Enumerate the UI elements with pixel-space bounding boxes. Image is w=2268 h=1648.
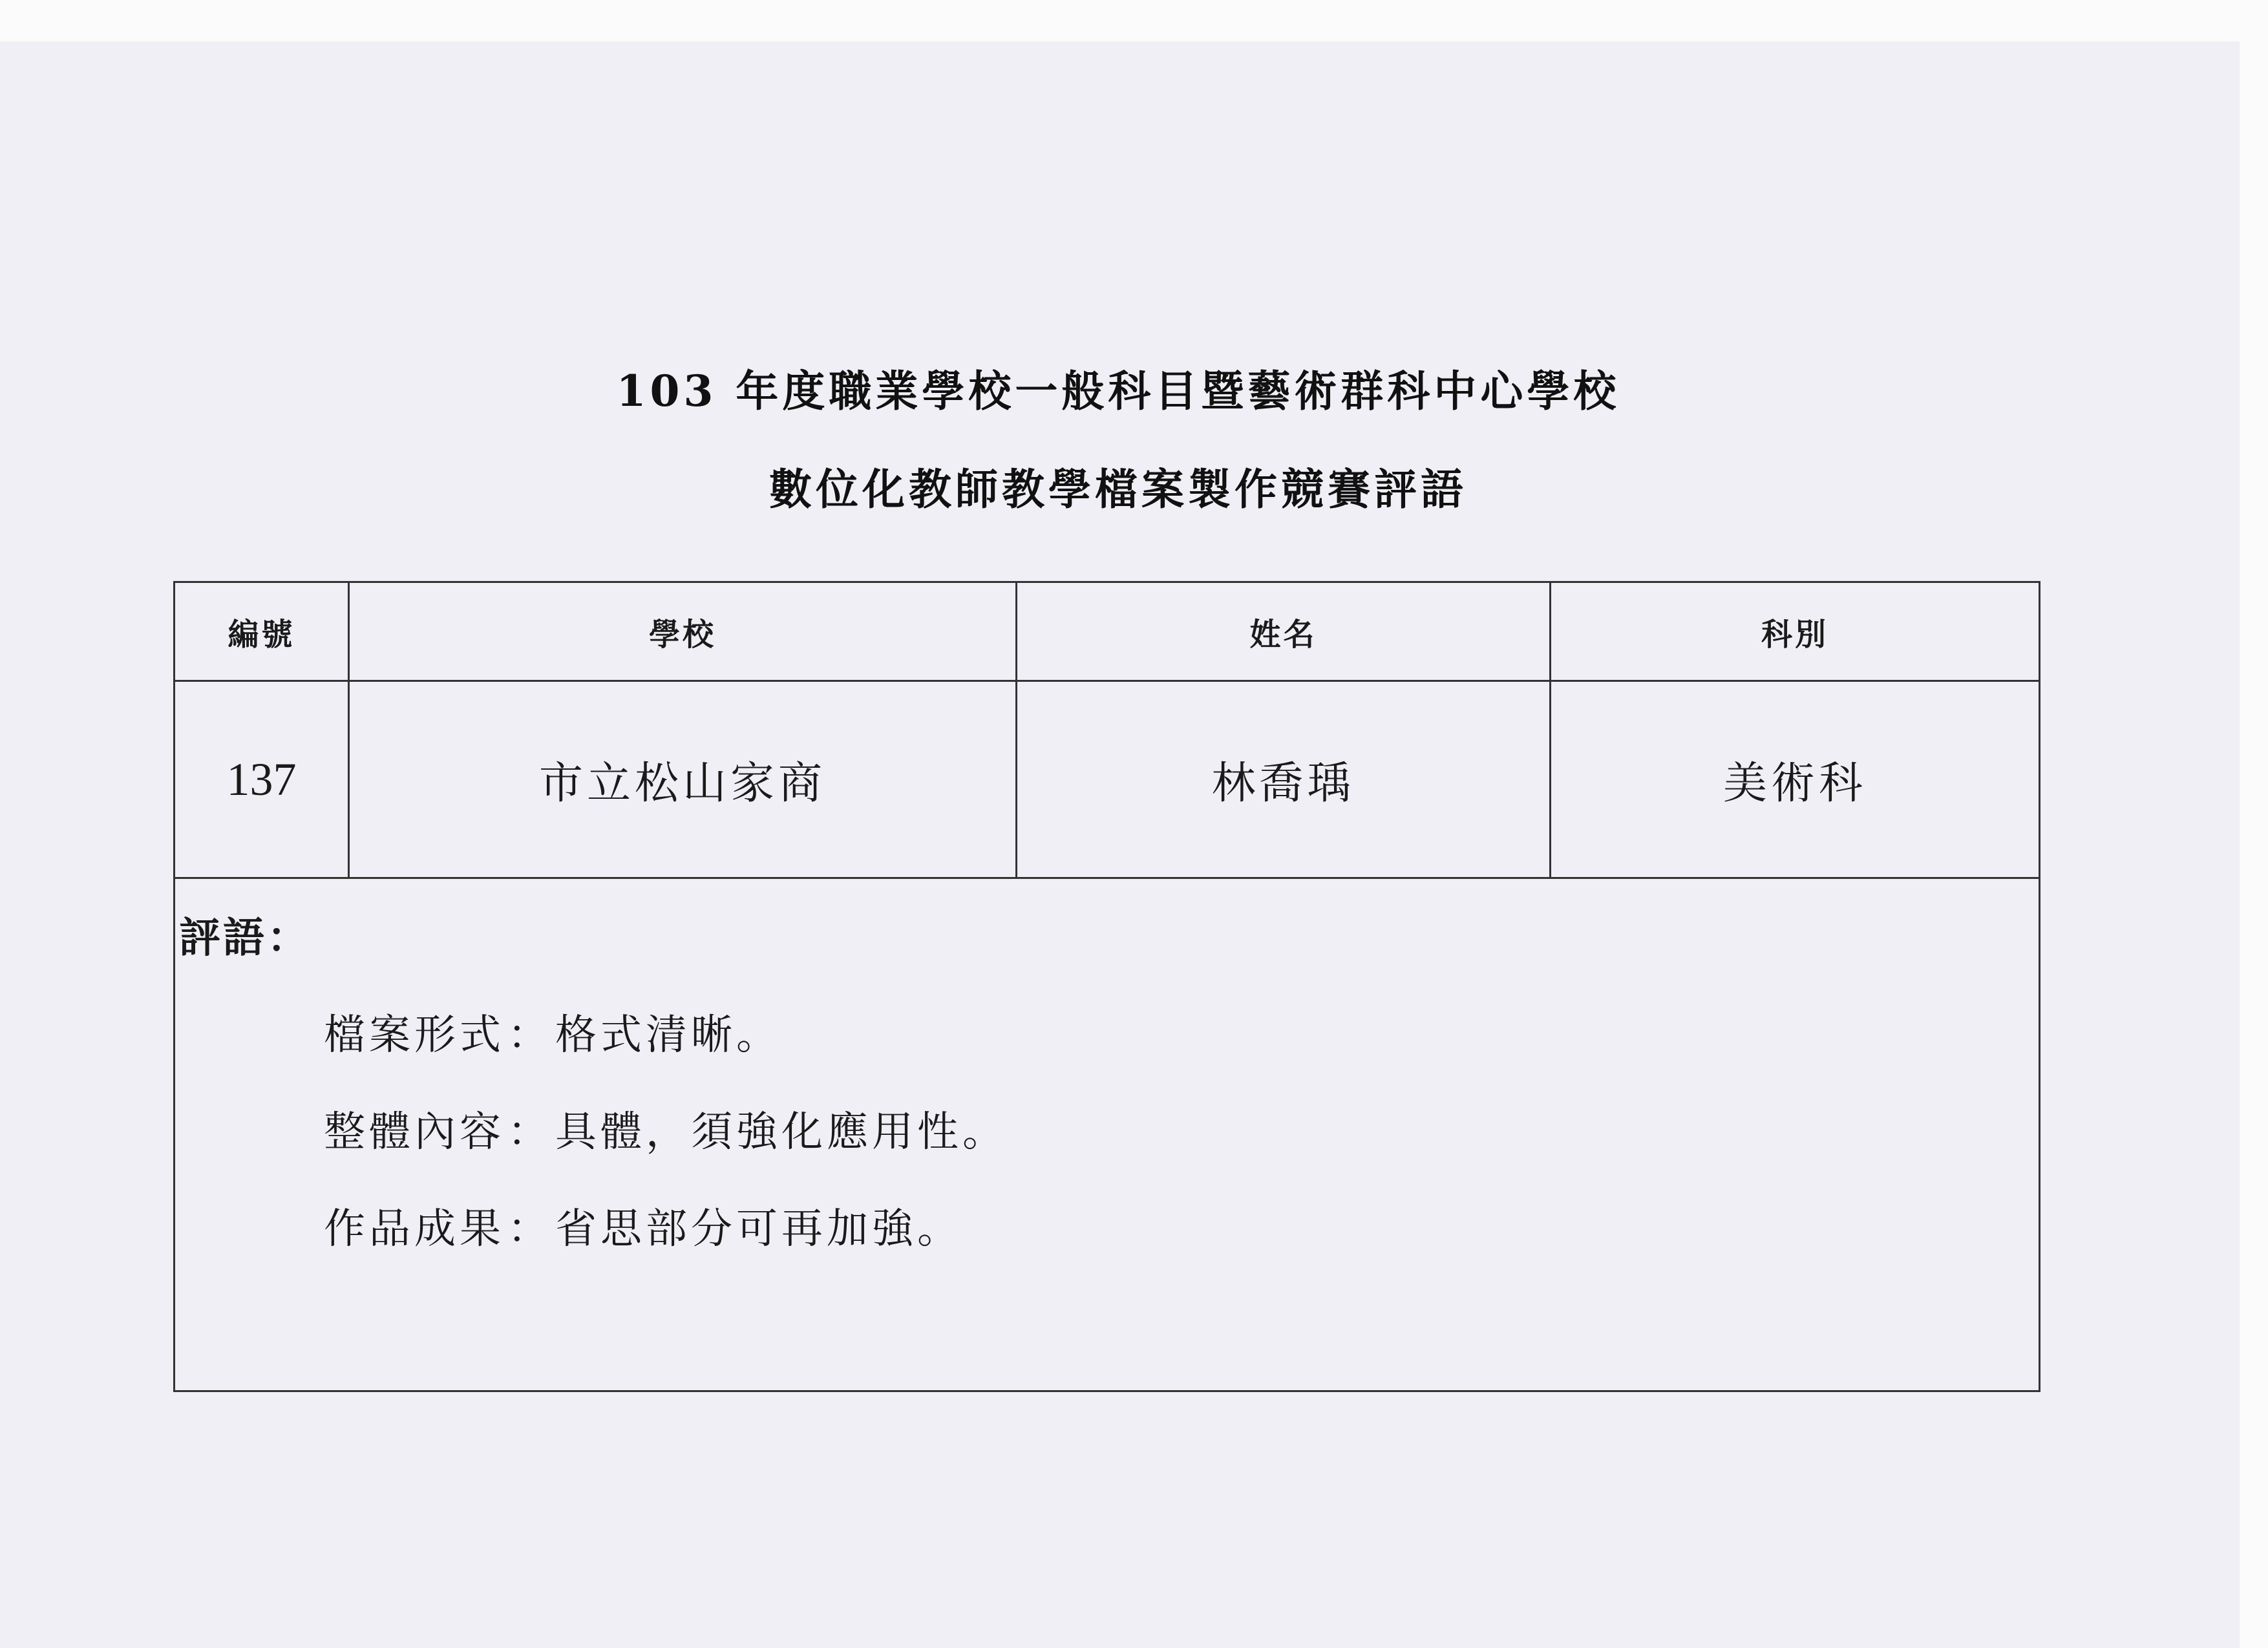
document-subtitle: 數位化教師教學檔案製作競賽評語 bbox=[769, 464, 1467, 514]
comment-item bbox=[324, 1099, 1008, 1158]
evaluation-table bbox=[173, 581, 2040, 1392]
comments-label: 評語： bbox=[179, 914, 311, 962]
entry-school: 市立松山家商 bbox=[538, 757, 826, 809]
comment-item bbox=[324, 1002, 781, 1061]
header-id: 編號 bbox=[228, 616, 295, 653]
comment-text: 格式清晰。 bbox=[555, 1011, 781, 1059]
comment-separator: ： bbox=[507, 1011, 553, 1059]
comment-category: 檔案形式 bbox=[324, 1011, 505, 1059]
comment-text: 省思部分可再加強。 bbox=[555, 1205, 962, 1253]
entry-subject: 美術科 bbox=[1722, 757, 1867, 809]
comment-separator: ： bbox=[507, 1108, 553, 1156]
paper-sheet bbox=[0, 41, 2240, 1648]
comment-category: 作品成果 bbox=[324, 1205, 505, 1253]
comment-category: 整體內容 bbox=[324, 1108, 505, 1156]
entry-id: 137 bbox=[226, 753, 297, 805]
comment-text: 具體，須強化應用性。 bbox=[555, 1108, 1008, 1156]
header-school: 學校 bbox=[648, 616, 716, 653]
header-subject: 科別 bbox=[1761, 616, 1828, 653]
header-name: 姓名 bbox=[1249, 616, 1317, 653]
comment-separator: ： bbox=[507, 1205, 553, 1253]
scan-border-right bbox=[2240, 0, 2268, 1648]
comment-item bbox=[324, 1196, 962, 1255]
scan-border-top bbox=[0, 0, 2268, 41]
document-title: 103 年度職業學校一般科目暨藝術群科中心學校 bbox=[616, 366, 1620, 416]
row-divider bbox=[175, 877, 2039, 879]
entry-name: 林喬瑀 bbox=[1211, 757, 1355, 809]
